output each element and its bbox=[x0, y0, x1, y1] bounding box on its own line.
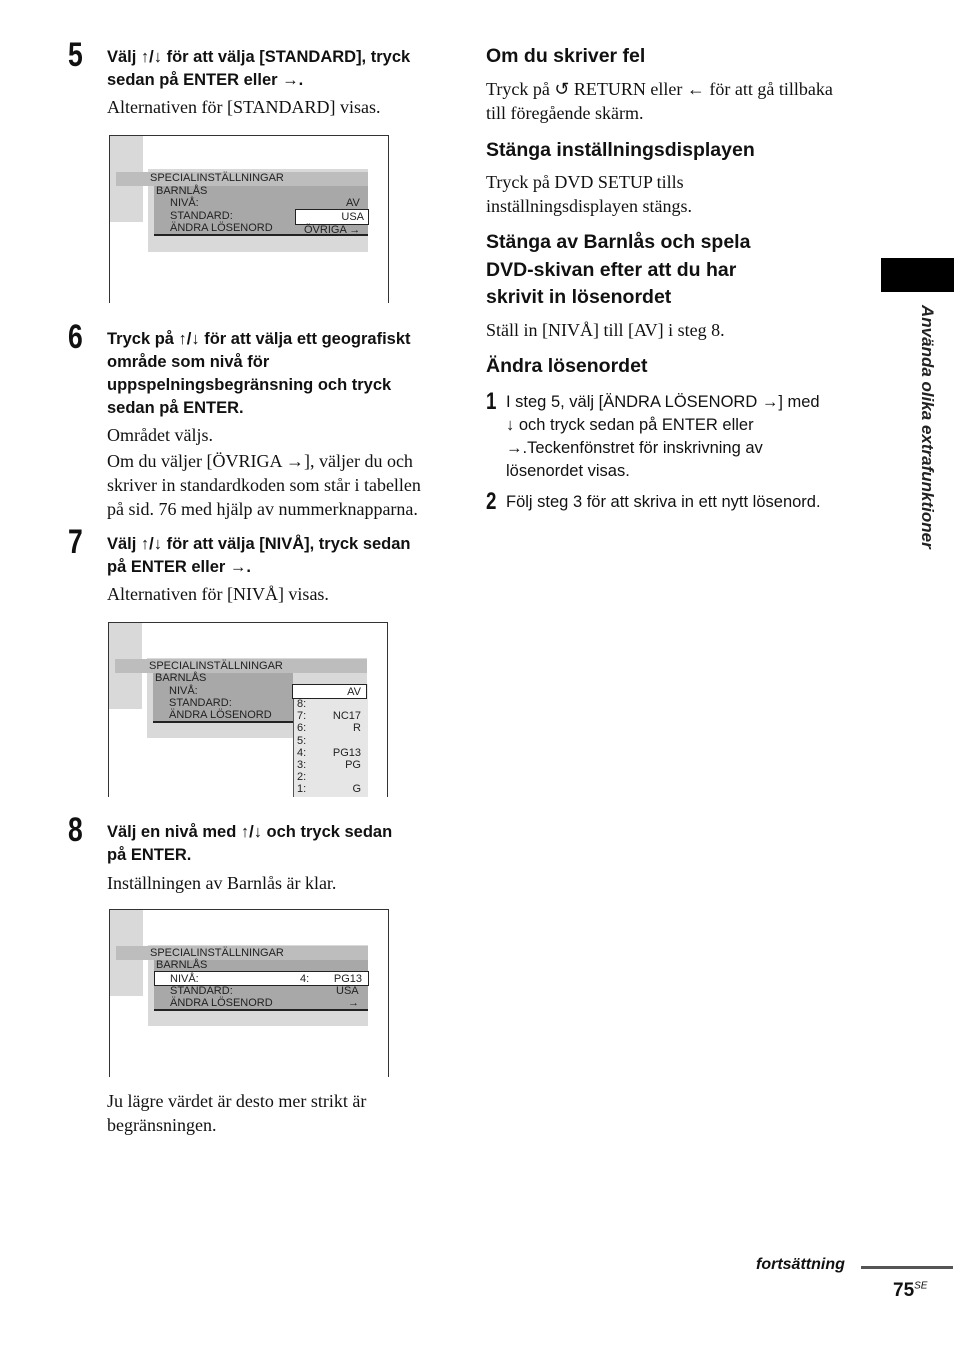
para1-line2: till föregående skärm. bbox=[486, 103, 644, 123]
footnote-line1: Ju lägre värdet är desto mer strikt är bbox=[107, 1091, 367, 1111]
level-value: G bbox=[352, 783, 361, 796]
step-number-1: 1 bbox=[486, 388, 497, 415]
menu-niva: NIVÅ: bbox=[170, 197, 199, 209]
continuation-label: fortsättning bbox=[756, 1256, 845, 1273]
level-number: 5: bbox=[297, 734, 307, 747]
menu-niva-value: AV bbox=[346, 197, 360, 209]
section-tab-marker bbox=[881, 258, 954, 292]
level-number: 7: bbox=[297, 710, 307, 723]
step-number-5: 5 bbox=[68, 36, 83, 74]
screen-niva bbox=[108, 622, 388, 797]
level-number: 4: bbox=[297, 746, 307, 759]
step5-line2: sedan på ENTER eller →. bbox=[107, 71, 304, 89]
step7-line1: Välj ↑/↓ för att välja [NIVÅ], tryck sedan bbox=[107, 535, 411, 553]
para-om-du-skriver-fel bbox=[486, 77, 866, 125]
step6-note2-line2: skriver in standardkoden som står i tabellen bbox=[107, 475, 421, 495]
step-number-6: 6 bbox=[68, 318, 83, 356]
menu-niva-value: PG13 bbox=[333, 973, 362, 985]
level-number: 2: bbox=[297, 771, 307, 784]
heading3-line3: skrivit in lösenordet bbox=[486, 286, 672, 308]
change-password-step1 bbox=[506, 391, 866, 483]
menu-title: SPECIALINSTÄLLNINGAR bbox=[150, 172, 284, 184]
level-value: NC17 bbox=[332, 710, 361, 723]
heading-andra-losenordet: Ändra lösenordet bbox=[486, 355, 648, 377]
page-number-value: 75 bbox=[893, 1280, 915, 1301]
step1-line4: lösenordet visas. bbox=[506, 462, 630, 480]
menu-andra-losenord: ÄNDRA LÖSENORD bbox=[169, 709, 272, 721]
menu-andra-losenord: ÄNDRA LÖSENORD bbox=[170, 222, 273, 234]
step6-notes bbox=[107, 423, 467, 521]
menu-title: SPECIALINSTÄLLNINGAR bbox=[149, 660, 283, 672]
level-number: 8: bbox=[297, 698, 307, 710]
menu-standard: STANDARD: bbox=[169, 697, 232, 709]
menu-divider bbox=[153, 721, 293, 723]
step8-note: Inställningen av Barnlås är klar. bbox=[107, 873, 337, 893]
menu-standard: STANDARD: bbox=[170, 210, 233, 222]
menu-title: SPECIALINSTÄLLNINGAR bbox=[150, 947, 284, 959]
menu-andra-losenord: ÄNDRA LÖSENORD bbox=[170, 997, 273, 1009]
step7-note: Alternativen för [NIVÅ] visas. bbox=[107, 584, 329, 604]
step7-instruction bbox=[107, 533, 457, 579]
menu-niva: NIVÅ: bbox=[169, 685, 198, 697]
screen-standard bbox=[109, 135, 389, 303]
menu-standard: STANDARD: bbox=[170, 985, 233, 997]
level-value: PG bbox=[345, 758, 361, 771]
step5-note: Alternativen för [STANDARD] visas. bbox=[107, 97, 381, 117]
step6-line2: område som nivå för bbox=[107, 353, 270, 371]
menu-niva: NIVÅ: bbox=[170, 973, 199, 985]
level-row[interactable] bbox=[293, 698, 367, 710]
level-row[interactable] bbox=[293, 722, 367, 734]
step8-line1: Välj en nivå med ↑/↓ och tryck sedan bbox=[107, 823, 393, 841]
level-number: 6: bbox=[297, 722, 307, 735]
step6-instruction bbox=[107, 328, 457, 420]
section-tab-label: Använda olika extrafunktioner bbox=[918, 305, 937, 549]
para2-line2: inställningsdisplayen stängs. bbox=[486, 196, 692, 216]
level-rows bbox=[293, 698, 367, 796]
step6-line3: uppspelningsbegränsning och tryck bbox=[107, 376, 392, 394]
step6-note2-line3: på sid. 76 med hjälp av nummerknapparna. bbox=[107, 499, 418, 519]
level-number: 1: bbox=[297, 783, 307, 796]
level-row[interactable] bbox=[293, 759, 367, 771]
heading3-line1: Stänga av Barnlås och spela bbox=[486, 231, 751, 253]
step5-line1: Välj ↑/↓ för att välja [STANDARD], tryck bbox=[107, 48, 411, 66]
option-usa-box[interactable] bbox=[295, 209, 369, 225]
continuation-line bbox=[861, 1266, 953, 1269]
step-number-8: 8 bbox=[68, 811, 83, 849]
screen-barnlas-klar bbox=[109, 909, 389, 1077]
step7-line2: på ENTER eller →. bbox=[107, 558, 251, 576]
level-value: R bbox=[353, 722, 361, 735]
para-stall-in-niva: Ställ in [NIVÅ] till [AV] i steg 8. bbox=[486, 320, 725, 340]
niva-row-selected[interactable] bbox=[154, 971, 369, 986]
level-row[interactable] bbox=[293, 710, 367, 722]
step5-instruction bbox=[107, 46, 457, 92]
menu-niva-number: 4: bbox=[300, 973, 310, 985]
para2-line1: Tryck på DVD SETUP tills bbox=[486, 172, 684, 192]
menu-barnlas: BARNLÅS bbox=[156, 185, 208, 197]
menu-barnlas: BARNLÅS bbox=[155, 672, 207, 684]
level-row[interactable] bbox=[293, 783, 367, 795]
step8-instruction bbox=[107, 821, 457, 867]
step6-line4: sedan på ENTER. bbox=[107, 399, 244, 417]
option-usa: USA bbox=[341, 211, 364, 223]
heading-stanga-av-barnlas bbox=[486, 229, 866, 312]
level-value: PG13 bbox=[332, 746, 361, 759]
option-ovriga[interactable]: ÖVRIGA → bbox=[304, 224, 361, 236]
step8-line2: på ENTER. bbox=[107, 846, 192, 864]
step6-note2-line1: Om du väljer [ÖVRIGA →], väljer du och bbox=[107, 451, 413, 471]
step1-line2: ↓ och tryck sedan på ENTER eller bbox=[506, 416, 754, 434]
level-row[interactable] bbox=[293, 735, 367, 747]
step6-note1: Området väljs. bbox=[107, 425, 213, 445]
footnote-line2: begränsningen. bbox=[107, 1115, 217, 1135]
level-selected: AV bbox=[347, 686, 361, 698]
level-selected-box[interactable] bbox=[292, 684, 367, 699]
change-password-step2: Följ steg 3 för att skriva in ett nytt lösenord. bbox=[506, 493, 821, 511]
step1-line1: I steg 5, välj [ÄNDRA LÖSENORD →] med bbox=[506, 393, 820, 411]
page-number bbox=[893, 1280, 927, 1302]
level-number: 3: bbox=[297, 758, 307, 771]
page-suffix: SE bbox=[914, 1280, 928, 1292]
footnote bbox=[107, 1089, 467, 1137]
para-stanga-display bbox=[486, 170, 866, 218]
level-row[interactable] bbox=[293, 747, 367, 759]
para1-line1: Tryck på ↺ RETURN eller ← för att gå tillbaka bbox=[486, 79, 833, 99]
menu-divider bbox=[154, 1009, 368, 1011]
menu-standard-value: USA bbox=[336, 985, 359, 997]
heading3-line2: DVD-skivan efter att du har bbox=[486, 258, 737, 281]
menu-andra-arrow: → bbox=[348, 997, 359, 1009]
level-row[interactable] bbox=[293, 771, 367, 783]
step6-line1: Tryck på ↑/↓ för att välja ett geografiskt bbox=[107, 330, 411, 348]
heading-om-du-skriver-fel: Om du skriver fel bbox=[486, 45, 646, 67]
step1-line3: →.Teckenfönstret för inskrivning av bbox=[506, 439, 763, 457]
step-number-7: 7 bbox=[68, 523, 83, 561]
menu-barnlas: BARNLÅS bbox=[156, 959, 208, 971]
heading-stanga-installningsdisplayen: Stänga inställningsdisplayen bbox=[486, 139, 755, 161]
step-number-2: 2 bbox=[486, 488, 497, 515]
